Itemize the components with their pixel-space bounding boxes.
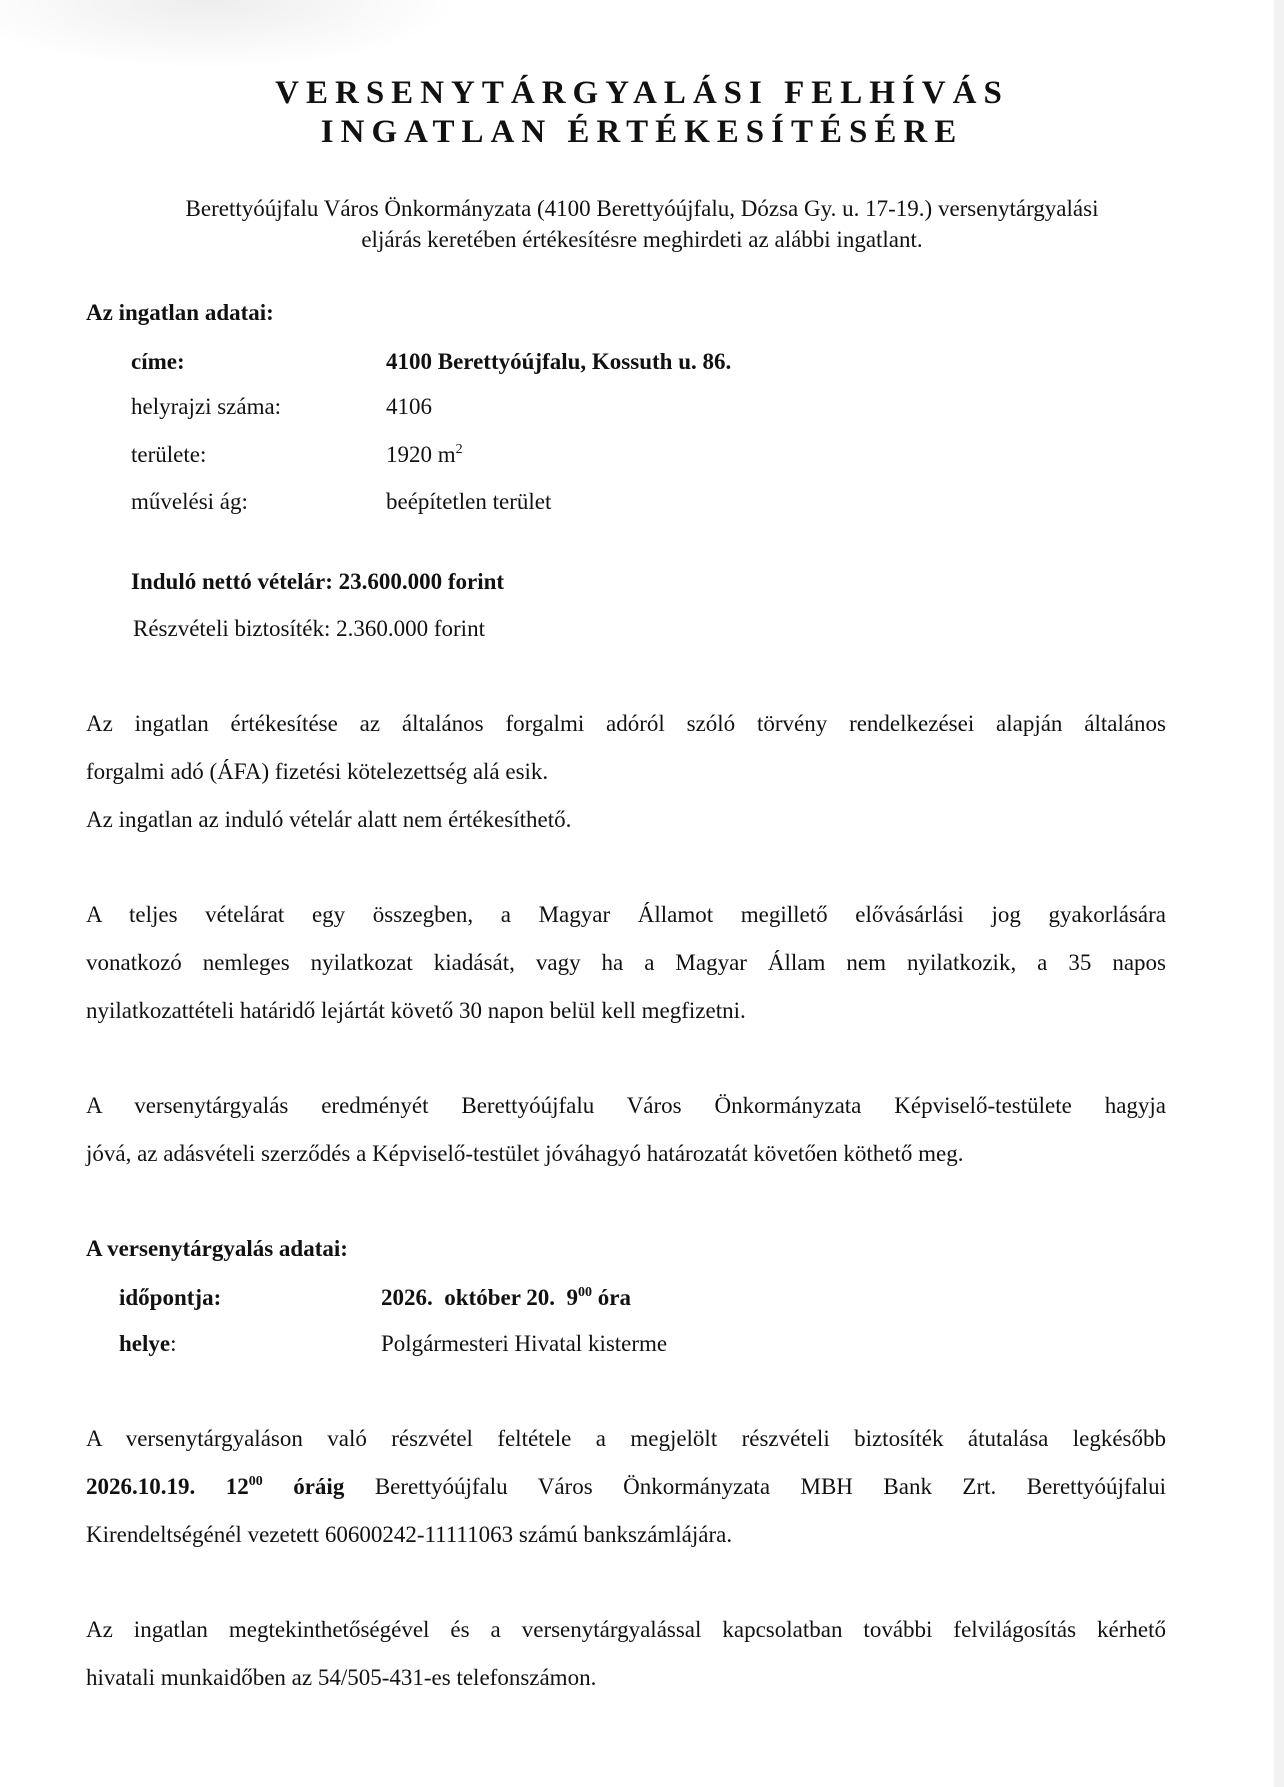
auction-heading: A versenytárgyalás adatai: <box>86 1236 348 1261</box>
deposit-amount: Részvételi biztosíték: 2.360.000 forint <box>133 616 485 641</box>
payment-paragraph <box>86 891 1166 1035</box>
auction-time-value: 2026. október 20. $9^{00}$ óra <box>381 1285 631 1310</box>
property-value-address: 4100 Berettyóújfalu, Kossuth u. 86. <box>386 349 732 374</box>
info-paragraph-line: hivatali munkaidőben az 54/505-431-es telefonszámon. <box>86 1665 597 1690</box>
approval-paragraph-line: jóvá, az adásvételi szerződés a Képviselő-testület jóváhagyó határozatát követően köthető meg. <box>86 1141 964 1166</box>
vat-paragraph <box>86 700 1166 844</box>
vat-paragraph-line: Az ingatlan értékesítése az általános forgalmi adóról szóló törvény rendelkezései alapján általános <box>86 711 1166 736</box>
approval-paragraph <box>86 1082 1166 1178</box>
property-heading: Az ingatlan adatai: <box>86 300 274 325</box>
property-label-parcel: helyrajzi száma: <box>131 394 282 419</box>
property-value-cultivation: beépítetlen terület <box>386 489 552 514</box>
auction-time-label: időpontja: <box>119 1285 222 1310</box>
vat-paragraph-line: Az ingatlan az induló vételár alatt nem értékesíthető. <box>86 807 572 832</box>
info-paragraph <box>86 1606 1166 1702</box>
property-label-area: területe: <box>131 442 207 467</box>
page-edge <box>1274 0 1284 1787</box>
document-title-line-2: INGATLAN ÉRTÉKESÍTÉSÉRE <box>320 114 964 150</box>
property-label-cultivation: művelési ág: <box>131 489 248 514</box>
payment-paragraph-line: vonatkozó nemleges nyilatkozat kiadását, vagy ha a Magyar Állam nem nyilatkozik, a 35 napos <box>86 950 1166 975</box>
property-value-area: 1920 $m^2$ <box>386 442 463 467</box>
info-paragraph-line: Az ingatlan megtekinthetőségével és a versenytárgyalással kapcsolatban további felvilágosítás kérhető <box>86 1617 1166 1642</box>
intro-line-2: eljárás keretében értékesítésre meghirdeti az alábbi ingatlant. <box>361 227 923 252</box>
deposit-paragraph-line: 2026.10.19. $12^{00}$ óráig Berettyóújfalu Város Önkormányzata MBH Bank Zrt. Berettyóújfalui <box>86 1474 1166 1499</box>
deposit-deadline: 2026.10.19. $12^{00}$ óráig <box>86 1474 345 1499</box>
auction-place-label: helye: <box>119 1331 177 1356</box>
page-shadow <box>0 0 460 70</box>
deposit-paragraph-line: Kirendeltségénél vezetett 60600242-11111063 számú bankszámlájára. <box>86 1522 733 1547</box>
vat-paragraph-line: forgalmi adó (ÁFA) fizetési kötelezettség alá esik. <box>86 759 549 784</box>
deposit-paragraph <box>86 1415 1166 1559</box>
property-label-address: címe: <box>131 349 185 374</box>
document-title-line-1: VERSENYTÁRGYALÁSI FELHÍVÁS <box>275 75 1009 111</box>
intro-line-1: Berettyóújfalu Város Önkormányzata (4100 Berettyóújfalu, Dózsa Gy. u. 17-19.) versenytárgyalási <box>185 196 1099 221</box>
auction-place-value: Polgármesteri Hivatal kisterme <box>381 1331 668 1356</box>
payment-paragraph-line: nyilatkozattételi határidő lejártát követő 30 napon belül kell megfizetni. <box>86 998 746 1023</box>
deposit-paragraph-line: A versenytárgyaláson való részvétel feltétele a megjelölt részvételi biztosíték átutalása legkésőbb <box>86 1426 1166 1451</box>
payment-paragraph-line: A teljes vételárat egy összegben, a Magyar Államot megillető elővásárlási jog gyakorlására <box>86 902 1166 927</box>
property-value-parcel: 4106 <box>386 394 432 419</box>
start-price: Induló nettó vételár: 23.600.000 forint <box>131 569 505 594</box>
approval-paragraph-line: A versenytárgyalás eredményét Berettyóújfalu Város Önkormányzata Képviselő-testülete hagyja <box>86 1093 1166 1118</box>
